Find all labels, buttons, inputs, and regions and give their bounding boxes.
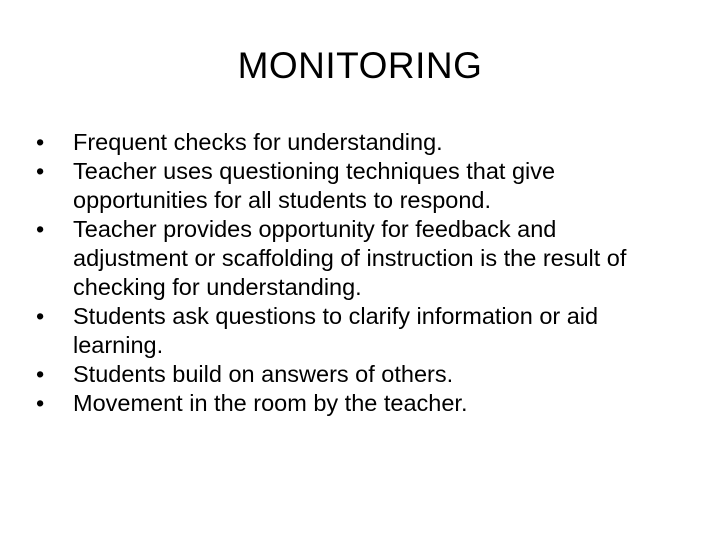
list-item xyxy=(36,302,676,360)
list-item xyxy=(36,157,676,215)
bullet-dot-icon: • xyxy=(36,158,45,184)
bullet-dot-icon: • xyxy=(36,216,45,242)
bullet-dot-icon: • xyxy=(36,390,45,416)
bullet-text: Students ask questions to clarify information or aid learning. xyxy=(73,303,599,358)
bullet-text: Teacher provides opportunity for feedback and adjustment or scaffolding of instruction is the result of checking for understanding. xyxy=(73,216,627,300)
list-item xyxy=(36,360,676,389)
list-item xyxy=(36,389,676,418)
list-item xyxy=(36,215,676,302)
list-item xyxy=(36,128,676,157)
bullet-text: Teacher uses questioning techniques that give opportunities for all students to respond. xyxy=(73,158,556,213)
bullet-dot-icon: • xyxy=(36,361,45,387)
bullet-text: Movement in the room by the teacher. xyxy=(73,390,468,416)
bullet-text: Frequent checks for understanding. xyxy=(73,129,443,155)
bullet-dot-icon: • xyxy=(36,129,45,155)
bullet-list xyxy=(36,128,676,418)
slide-title: MONITORING xyxy=(237,45,483,86)
bullet-text: Students build on answers of others. xyxy=(73,361,454,387)
bullet-dot-icon: • xyxy=(36,303,45,329)
